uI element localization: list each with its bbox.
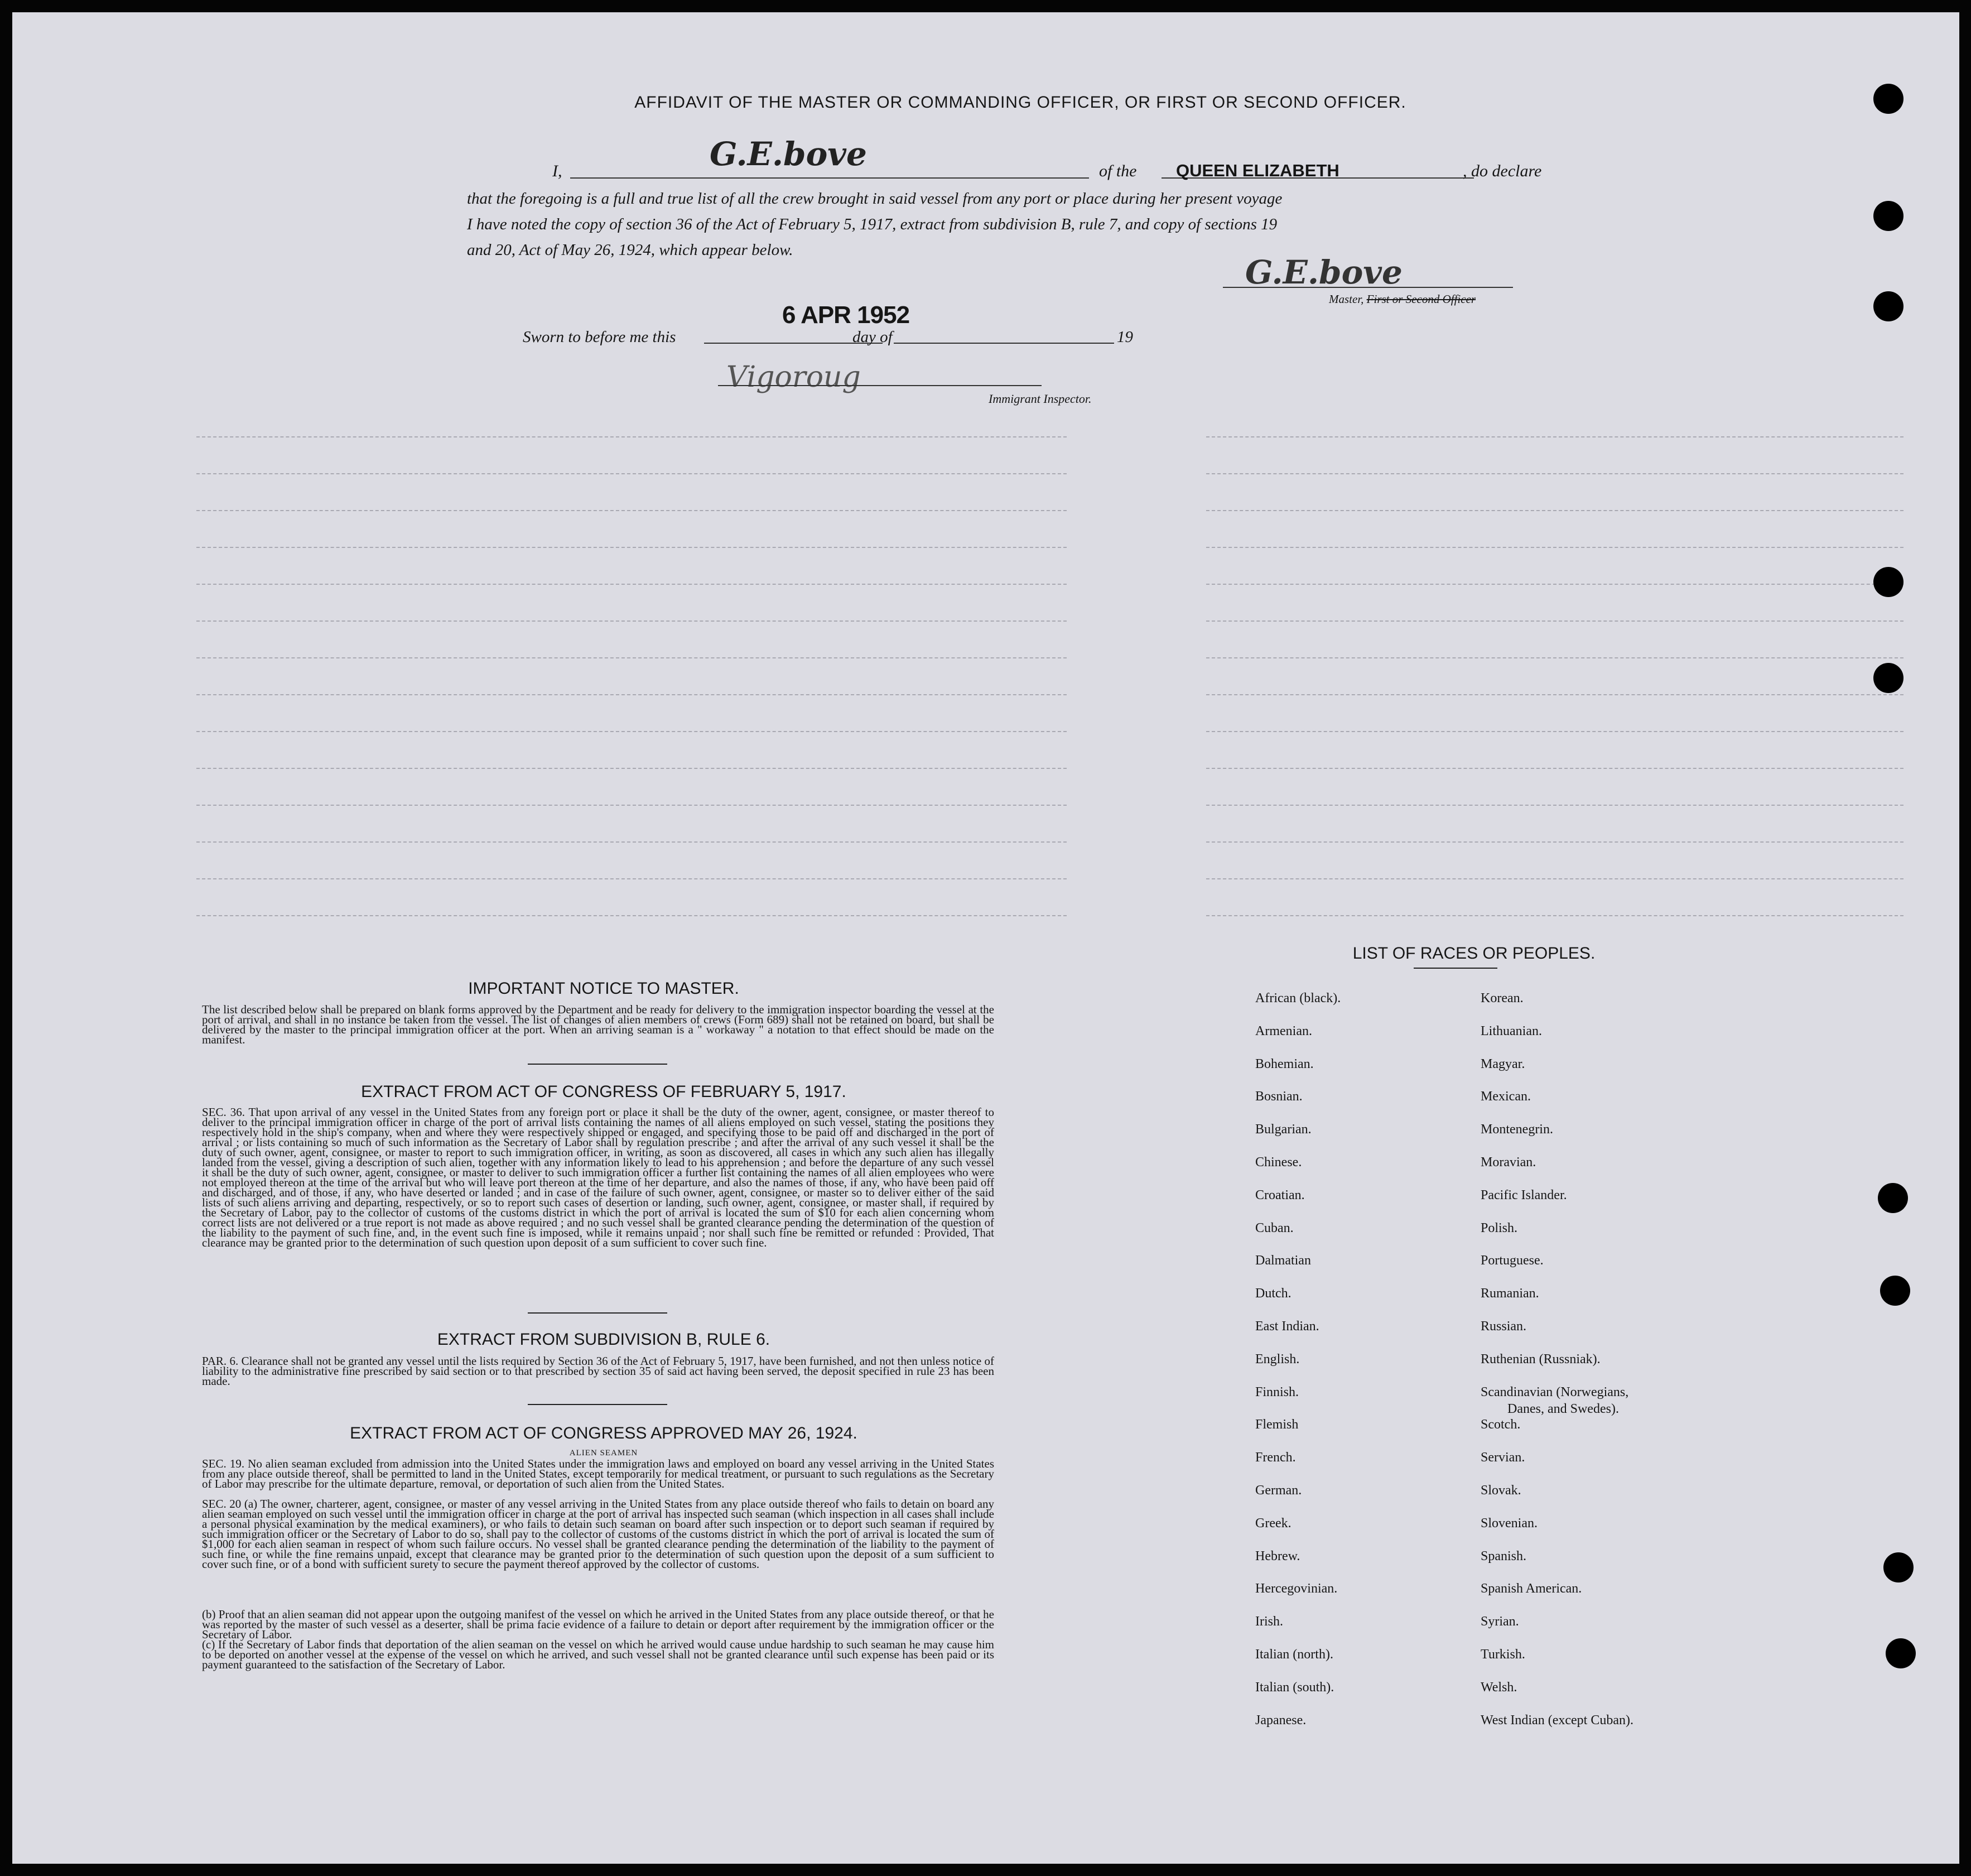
punch-hole: [1886, 1638, 1916, 1668]
race-item: English.: [1255, 1351, 1300, 1367]
divider: [528, 1312, 667, 1314]
master-signature: G.E.bove: [1245, 253, 1403, 291]
ruled-line: [1206, 878, 1903, 879]
ruled-line: [196, 768, 1067, 769]
ruled-line: [196, 436, 1067, 437]
sec-19-body: SEC. 19. No alien seaman excluded from admission into the United States under the immigration laws and employed on board any vessel arriving in the United States from any place outside thereof, shall be permitted to land in the United States, except temporarily for medical treatment, or pursuant to such regulations as the Secretary of Labor may prescribe for the ultimate departure, removal, or deportation of such alien from the United States.: [202, 1457, 994, 1490]
master-title: Master,: [1329, 292, 1364, 306]
race-item: Chinese.: [1255, 1155, 1302, 1170]
race-item: Croatian.: [1255, 1187, 1305, 1202]
race-item: Pacific Islander.: [1481, 1187, 1567, 1202]
ruled-line: [1206, 510, 1903, 511]
ruled-line: [1206, 436, 1903, 437]
affidavit-title: AFFIDAVIT OF THE MASTER OR COMMANDING OFFICER, OR FIRST OR SECOND OFFICER.: [634, 93, 1406, 112]
punch-hole: [1873, 201, 1903, 231]
ruled-line: [196, 694, 1067, 695]
i-label: I,: [552, 162, 562, 180]
race-item: Lithuanian.: [1481, 1023, 1542, 1038]
inspector-signature: Vigoroug: [726, 360, 861, 394]
affidavit-line-4: and 20, Act of May 26, 1924, which appear below.: [467, 241, 793, 259]
race-item: Mexican.: [1481, 1089, 1531, 1104]
race-continuation: Danes, and Swedes).: [1507, 1402, 1619, 1416]
race-item: Syrian.: [1481, 1614, 1519, 1629]
race-item: African (black).: [1255, 991, 1341, 1006]
punch-hole: [1873, 567, 1903, 597]
rule-6-body: PAR. 6. Clearance shall not be granted any vessel until the lists required by Section 36 of the Act of February 5, 1917, have been furnished, and not then unless notice of liability to the administrative fine prescribed by said section or to that prescribed by section 35 of said act having been served, the deposit specified in rule 23 has been made.: [202, 1354, 994, 1388]
sec-20c-body: (c) If the Secretary of Labor finds that deportation of the alien seaman on the vessel on which he arrived would cause undue hardship to such seaman he may cause him to be deported on another vessel at the expense of the vessel on which he arrived, and such vessel shall not be granted clearance until such expense has been paid or its payment guaranteed to the satisfaction of the Secretary of Labor.: [202, 1638, 994, 1671]
master-signature-line: [1223, 287, 1513, 288]
do-declare-label: , do declare: [1463, 162, 1542, 180]
declarant-signature: G.E.bove: [710, 135, 867, 173]
ruled-line: [196, 510, 1067, 511]
ruled-line: [1206, 805, 1903, 806]
race-item: Hebrew.: [1255, 1548, 1300, 1564]
master-label: [1329, 292, 1476, 306]
race-item: Ruthenian (Russniak).: [1481, 1351, 1601, 1367]
ruled-line: [196, 731, 1067, 732]
rule-6-title: EXTRACT FROM SUBDIVISION B, RULE 6.: [437, 1330, 770, 1349]
ruled-line: [196, 805, 1067, 806]
race-item: Hercegovinian.: [1255, 1581, 1338, 1596]
inspector-label: Immigrant Inspector.: [989, 392, 1092, 406]
race-item: Servian.: [1481, 1450, 1525, 1465]
punch-hole: [1873, 663, 1903, 693]
ruled-line: [1206, 731, 1903, 732]
race-item: German.: [1255, 1483, 1302, 1498]
race-item: Scandinavian (Norwegians,: [1481, 1384, 1629, 1399]
ruled-line: [1206, 694, 1903, 695]
ruled-line: [196, 878, 1067, 879]
sworn-month-line: [894, 343, 1114, 344]
affidavit-line-2: that the foregoing is a full and true list of all the crew brought in said vessel from any port or place during her present voyage: [467, 190, 1283, 208]
notice-title: IMPORTANT NOTICE TO MASTER.: [468, 979, 739, 998]
race-item: East Indian.: [1255, 1319, 1319, 1334]
race-item: Italian (north).: [1255, 1647, 1333, 1662]
year-prefix: 19: [1117, 328, 1133, 346]
ruled-line: [196, 841, 1067, 843]
day-of-label: day of: [852, 328, 893, 346]
race-item: Polish.: [1481, 1220, 1518, 1235]
ruled-line: [1206, 841, 1903, 843]
divider: [528, 1404, 667, 1405]
ruled-line: [196, 915, 1067, 916]
race-item: Cuban.: [1255, 1220, 1294, 1235]
ruled-line: [1206, 547, 1903, 548]
race-item: Slovak.: [1481, 1483, 1521, 1498]
ruled-line: [196, 657, 1067, 658]
race-item: West Indian (except Cuban).: [1481, 1713, 1633, 1728]
sec-20b-body: (b) Proof that an alien seaman did not appear upon the outgoing manifest of the vessel on which he arrived in the United States from any place outside thereof, or that he was reported by the master of such vessel as a deserter, shall be prima facie evidence of a failure to detain or deport after requirement by the immigration officer or the Secretary of Labor.: [202, 1608, 994, 1641]
race-item: French.: [1255, 1450, 1296, 1465]
sec-20a-body: SEC. 20 (a) The owner, charterer, agent, consignee, or master of any vessel arriving in the United States from any place outside thereof who fails to detain on board any alien seaman employed on such vessel until the immigration officer in charge at the port of arrival has inspected such seaman (which inspection in all cases shall include a personal physical examination by the medical examiners), or who fails to detain such seaman on board after such inspection or to deport such seaman if required by such immigration officer or the Secretary of Labor to do so, shall pay to the collector of customs of the customs district in which the port of arrival is located the sum of $1,000 for each alien seaman in respect of whom such failure occurs. No vessel shall be granted clearance pending the determination of the liability to the payment of such fine, or while the fine remains unpaid, except that clearance may be granted prior to the determination of such question upon the deposit of a sum sufficient to cover such fine, or of a bond with sufficient surety to secure the payment thereof approved by the collector of customs.: [202, 1497, 994, 1571]
name-line: [570, 177, 1089, 179]
struck-officer-title: First or Second Officer: [1366, 292, 1476, 306]
race-item: Greek.: [1255, 1516, 1291, 1531]
race-item: Welsh.: [1481, 1680, 1517, 1695]
race-item: Bohemian.: [1255, 1056, 1314, 1071]
document-page: [12, 12, 1959, 1864]
race-item: Spanish American.: [1481, 1581, 1582, 1596]
alien-seamen-subtitle: ALIEN SEAMEN: [569, 1449, 638, 1457]
race-item: Dutch.: [1255, 1286, 1291, 1301]
race-item: Korean.: [1481, 991, 1524, 1006]
date-stamp: 6 APR 1952: [782, 301, 910, 329]
race-item: Montenegrin.: [1481, 1122, 1553, 1137]
extract-1924-title: EXTRACT FROM ACT OF CONGRESS APPROVED MAY 26, 1924.: [350, 1424, 857, 1442]
sworn-label: Sworn to before me this: [523, 328, 676, 346]
ruled-line: [1206, 584, 1903, 585]
inspector-signature-line: [718, 385, 1042, 386]
race-item: Russian.: [1481, 1319, 1527, 1334]
ruled-line: [1206, 620, 1903, 622]
race-item: Magyar.: [1481, 1056, 1525, 1071]
ruled-line: [196, 473, 1067, 474]
race-item: Armenian.: [1255, 1023, 1312, 1038]
ruled-line: [196, 584, 1067, 585]
extract-1917-title: EXTRACT FROM ACT OF CONGRESS OF FEBRUARY 5, 1917.: [361, 1083, 846, 1101]
race-item: Irish.: [1255, 1614, 1283, 1629]
ruled-line: [1206, 657, 1903, 658]
punch-hole: [1883, 1552, 1914, 1582]
ruled-line: [1206, 768, 1903, 769]
ruled-line: [196, 620, 1067, 622]
ruled-line: [196, 547, 1067, 548]
race-item: Italian (south).: [1255, 1680, 1334, 1695]
race-item: Slovenian.: [1481, 1516, 1538, 1531]
race-item: Finnish.: [1255, 1384, 1299, 1399]
race-item: Turkish.: [1481, 1647, 1525, 1662]
race-item: Scotch.: [1481, 1417, 1521, 1432]
of-the-label: of the: [1099, 162, 1137, 180]
punch-hole: [1878, 1183, 1908, 1213]
races-title: LIST OF RACES OR PEOPLES.: [1352, 944, 1596, 963]
race-item: Portuguese.: [1481, 1253, 1544, 1268]
notice-body: The list described below shall be prepared on blank forms approved by the Department and be ready for delivery to the immigration inspector boarding the vessel at the port of arrival, and shall in no instance be taken from the vessel. The list of changes of alien members of crews (Form 689) shall not be retained on board, but shall be delivered by the master to the principal immigration officer at the port. When an arriving seaman is a " workaway " a notation to that effect should be made on the manifest.: [202, 1003, 994, 1046]
punch-hole: [1873, 291, 1903, 321]
race-item: Japanese.: [1255, 1713, 1307, 1728]
race-item: Dalmatian: [1255, 1253, 1311, 1268]
divider: [528, 1064, 667, 1065]
race-item: Spanish.: [1481, 1548, 1527, 1564]
vessel-name: QUEEN ELIZABETH: [1176, 161, 1339, 180]
race-item: Bosnian.: [1255, 1089, 1303, 1104]
race-item: Rumanian.: [1481, 1286, 1539, 1301]
race-item: Moravian.: [1481, 1155, 1536, 1170]
affidavit-line-3: I have noted the copy of section 36 of the Act of February 5, 1917, extract from subdivision B, rule 7, and copy of sections 19: [467, 215, 1278, 233]
race-item: Bulgarian.: [1255, 1122, 1312, 1137]
ruled-line: [1206, 915, 1903, 916]
race-item: Flemish: [1255, 1417, 1299, 1432]
divider: [1414, 968, 1497, 969]
punch-hole: [1880, 1276, 1910, 1306]
ruled-line: [1206, 473, 1903, 474]
punch-hole: [1873, 84, 1903, 114]
extract-1917-body: SEC. 36. That upon arrival of any vessel in the United States from any foreign port or place it shall be the duty of the owner, agent, consignee, or master thereof to deliver to the principal immigration officer in charge of the port of arrival lists containing the names of all aliens employed on such vessel, stating the positions they respectively hold in the ship's company, when and where they were respectively shipped or engaged, and specifying those to be paid off and discharged in the port of arrival ; or lists containing so much of such information as the Secretary of Labor shall by regulation prescribe ; and after the arrival of any such vessel it shall be the duty of such owner, agent, consignee, or master to report to such immigration officer, in writing, as soon as discovered, all cases in which any such alien has illegally landed from the vessel, giving a description of such alien, together with any information likely to lead to his apprehension ; and before the departure of any such vessel it shall be the duty of such owner, agent, consignee, or master to deliver to such immigration officer a further list containing the names of all alien employees who were not employed thereon at the time of the arrival but who will leave port thereon at the time of her departure, and also the names of those, if any, who have been paid off and discharged, and of those, if any, who have deserted or landed ; and in case of the failure of such owner, agent, consignee, or master so to deliver either of the said lists of such aliens arriving and departing, respectively, or so to report such cases of desertion or landing, such owner, agent, consignee, or master shall, if required by the Secretary of Labor, pay to the collector of customs of the customs district in which the port of arrival is located the sum of $10 for each alien concerning whom correct lists are not delivered or a true report is not made as above required ; and no such vessel shall be granted clearance pending the determination of the question of the liability to the payment of such fine, and, in the event such fine is imposed, while it remains unpaid ; nor shall such fine be remitted or refunded : Provided, That clearance may be granted prior to the determination of such question upon deposit of a sum sufficient to cover such fine.: [202, 1105, 994, 1249]
